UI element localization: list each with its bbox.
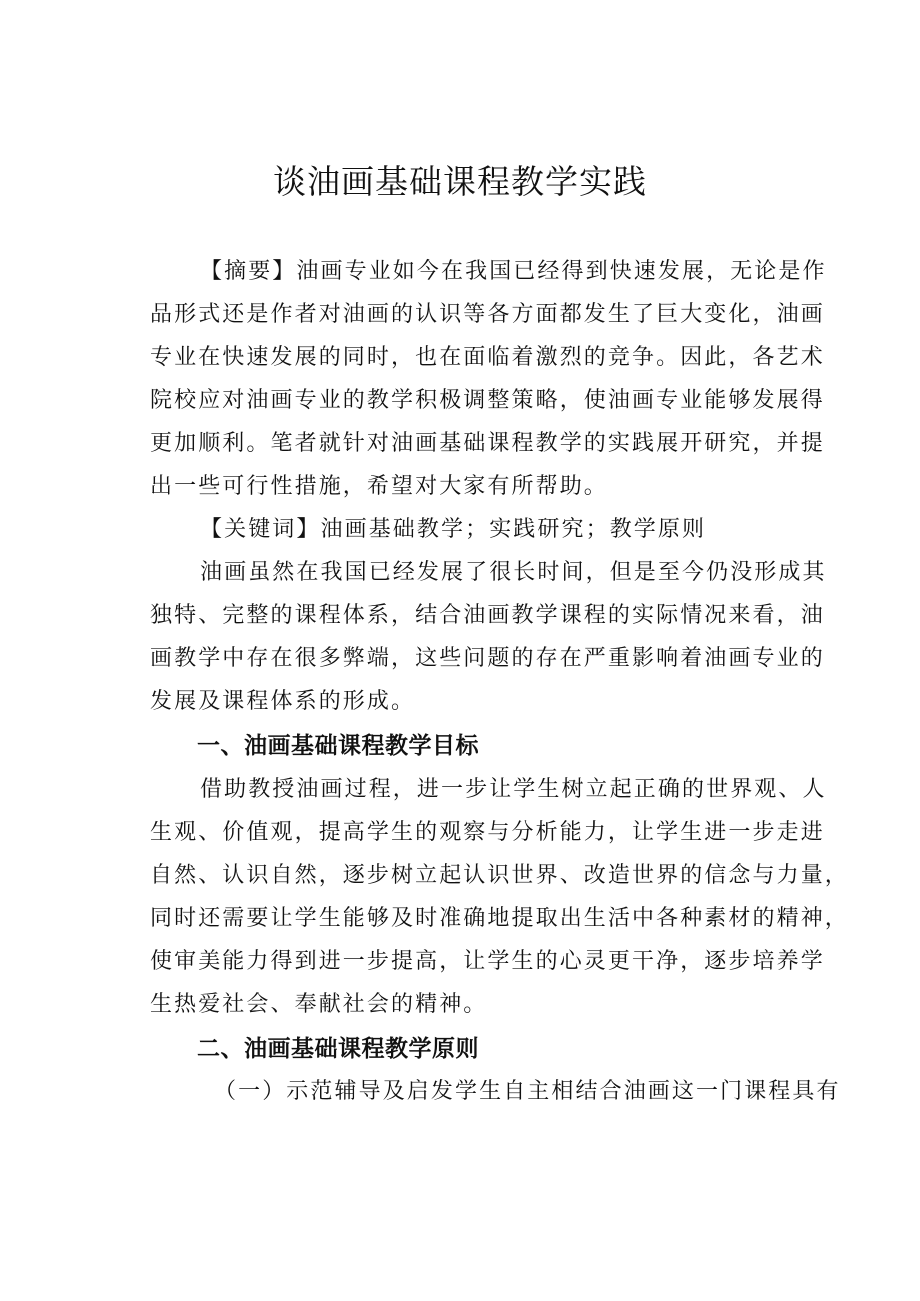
section1-line: 借助教授油画过程，进一步让学生树立起正确的世界观、人 [200,777,827,802]
section1-line: 自然、认识自然，逐步树立起认识世界、改造世界的信念与力量， [150,863,849,888]
section-heading: 一、油画基础课程教学目标 [197,733,479,759]
abstract-line: 专业在快速发展的同时，也在面临着激烈的竞争。因此，各艺术 [150,345,825,370]
section-heading: 二、油画基础课程教学原则 [197,1036,479,1062]
abstract-line: 【摘要】油画专业如今在我国已经得到快速发展，无论是作 [200,259,827,284]
section2-line: （一）示范辅导及启发学生自主相结合油画这一门课程具有 [214,1079,841,1104]
document-title: 谈油画基础课程教学实践 [273,162,647,201]
intro-line: 独特、完整的课程体系，结合油画教学课程的实际情况来看，油 [150,603,825,628]
abstract-line: 出一些可行性措施，希望对大家有所帮助。 [150,474,608,499]
keywords-line: 【关键词】油画基础教学；实践研究；教学原则 [200,517,707,542]
abstract-line: 院校应对油画专业的教学积极调整策略，使油画专业能够发展得 [150,388,825,413]
section1-line: 生观、价值观，提高学生的观察与分析能力，让学生进一步走进 [150,820,825,845]
abstract-line: 更加顺利。笔者就针对油画基础课程教学的实践展开研究，并提 [150,431,825,456]
section1-line: 同时还需要让学生能够及时准确地提取出生活中各种素材的精神， [150,906,849,931]
section1-line: 使审美能力得到进一步提高，让学生的心灵更干净，逐步培养学 [150,949,825,974]
intro-line: 发展及课程体系的形成。 [150,689,416,714]
intro-line: 油画虽然在我国已经发展了很长时间，但是至今仍没形成其 [200,560,827,585]
section1-line: 生热爱社会、奉献社会的精神。 [150,992,488,1017]
abstract-line: 品形式还是作者对油画的认识等各方面都发生了巨大变化，油画 [150,302,825,327]
intro-line: 画教学中存在很多弊端，这些问题的存在严重影响着油画专业的 [150,646,825,671]
